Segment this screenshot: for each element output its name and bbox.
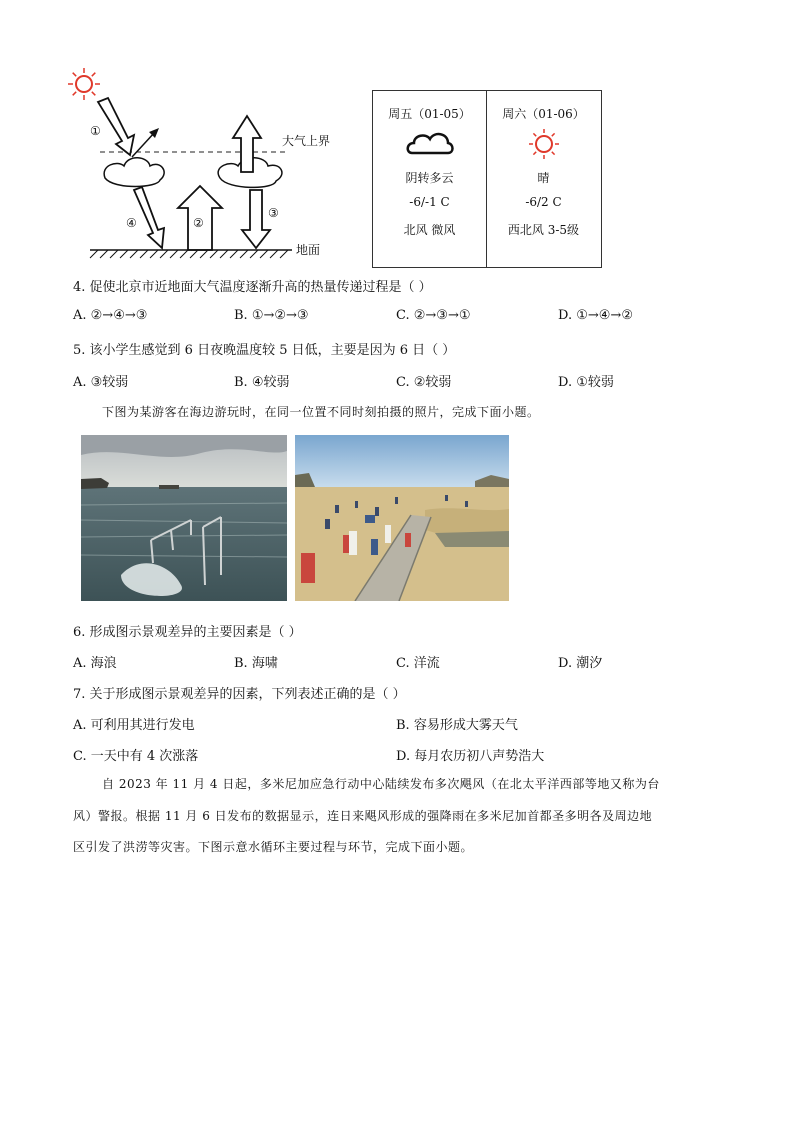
reflect-arrow	[132, 132, 155, 157]
question-5: 5. 该小学生感觉到 6 日夜晚温度较 5 日低，主要是因为 6 日（ ）	[73, 343, 456, 358]
question-7: 7. 关于形成图示景观差异的因素，下列表述正确的是（ ）	[73, 687, 406, 702]
weather-day-friday	[373, 91, 486, 267]
intro-hurricane-line-2: 风）警报。根据 11 月 6 日发布的数据显示，连日来飓风形成的强降雨在多米尼加首都圣多明各及周边地	[73, 809, 653, 823]
q6-option-d: D. 潮汐	[558, 656, 603, 671]
sun-icon	[487, 127, 600, 161]
sun-icon	[68, 68, 100, 100]
question-6: 6. 形成图示景观差异的主要因素是（ ）	[73, 625, 302, 640]
q5-option-b: B. ④较弱	[234, 375, 290, 390]
q4-option-c: C. ②→③→①	[396, 308, 471, 323]
arrow-4	[134, 187, 164, 248]
q6-option-a: A. 海浪	[73, 656, 117, 671]
weather-condition: 阴转多云	[405, 171, 454, 185]
weather-day-saturday	[487, 91, 600, 267]
cloud-icon	[104, 158, 164, 187]
q5-option-c: C. ②较弱	[396, 375, 452, 390]
q6-option-b: B. 海啸	[234, 656, 278, 671]
photo-high-tide	[81, 435, 287, 601]
weather-wind: 北风 微风	[403, 223, 456, 237]
label-2: ②	[193, 216, 204, 230]
weather-condition: 晴	[537, 171, 550, 185]
intro-hurricane-line-3: 区引发了洪涝等灾害。下图示意水循环主要过程与环节，完成下面小题。	[73, 840, 474, 854]
weather-date: 周五（01-05）	[388, 107, 471, 121]
label-3: ③	[268, 206, 279, 220]
q6-option-c: C. 洋流	[396, 656, 440, 671]
q4-option-a: A. ②→④→③	[73, 308, 148, 323]
weather-date: 周六（01-06）	[502, 107, 585, 121]
q7-option-d: D. 每月农历初八声势浩大	[396, 749, 545, 764]
intro-hurricane-line-1: 自 2023 年 11 月 4 日起，多米尼加应急行动中心陆续发布多次飓风（在北太平洋西部等地又称为台	[102, 777, 660, 791]
arrow-1	[98, 98, 134, 155]
label-ground: 地面	[296, 243, 321, 257]
weather-temp: -6/-1 C	[409, 195, 450, 209]
q4-option-d: D. ①→④→②	[558, 308, 633, 323]
q7-option-c: C. 一天中有 4 次涨落	[73, 749, 199, 764]
q7-option-b: B. 容易形成大雾天气	[396, 718, 518, 733]
question-4: 4. 促使北京市近地面大气温度逐渐升高的热量传递过程是（ ）	[73, 280, 432, 295]
weather-temp: -6/2 C	[525, 195, 562, 209]
label-atmosphere-top: 大气上界	[282, 134, 331, 148]
weather-wind: 西北风 3-5级	[507, 223, 580, 237]
radiation-diagram-svg	[60, 60, 360, 265]
photo-low-tide	[295, 435, 509, 601]
q5-option-a: A. ③较弱	[73, 375, 129, 390]
q7-option-a: A. 可利用其进行发电	[73, 718, 195, 733]
radiation-diagram	[60, 60, 360, 265]
q4-option-b: B. ①→②→③	[234, 308, 309, 323]
weather-forecast-table	[372, 90, 602, 268]
arrow-3	[242, 190, 270, 248]
label-1: ①	[90, 124, 101, 138]
label-4: ④	[126, 216, 137, 230]
cloud-icon	[373, 129, 486, 159]
intro-photos: 下图为某游客在海边游玩时，在同一位置不同时刻拍摄的照片，完成下面小题。	[102, 405, 540, 419]
q5-option-d: D. ①较弱	[558, 375, 614, 390]
